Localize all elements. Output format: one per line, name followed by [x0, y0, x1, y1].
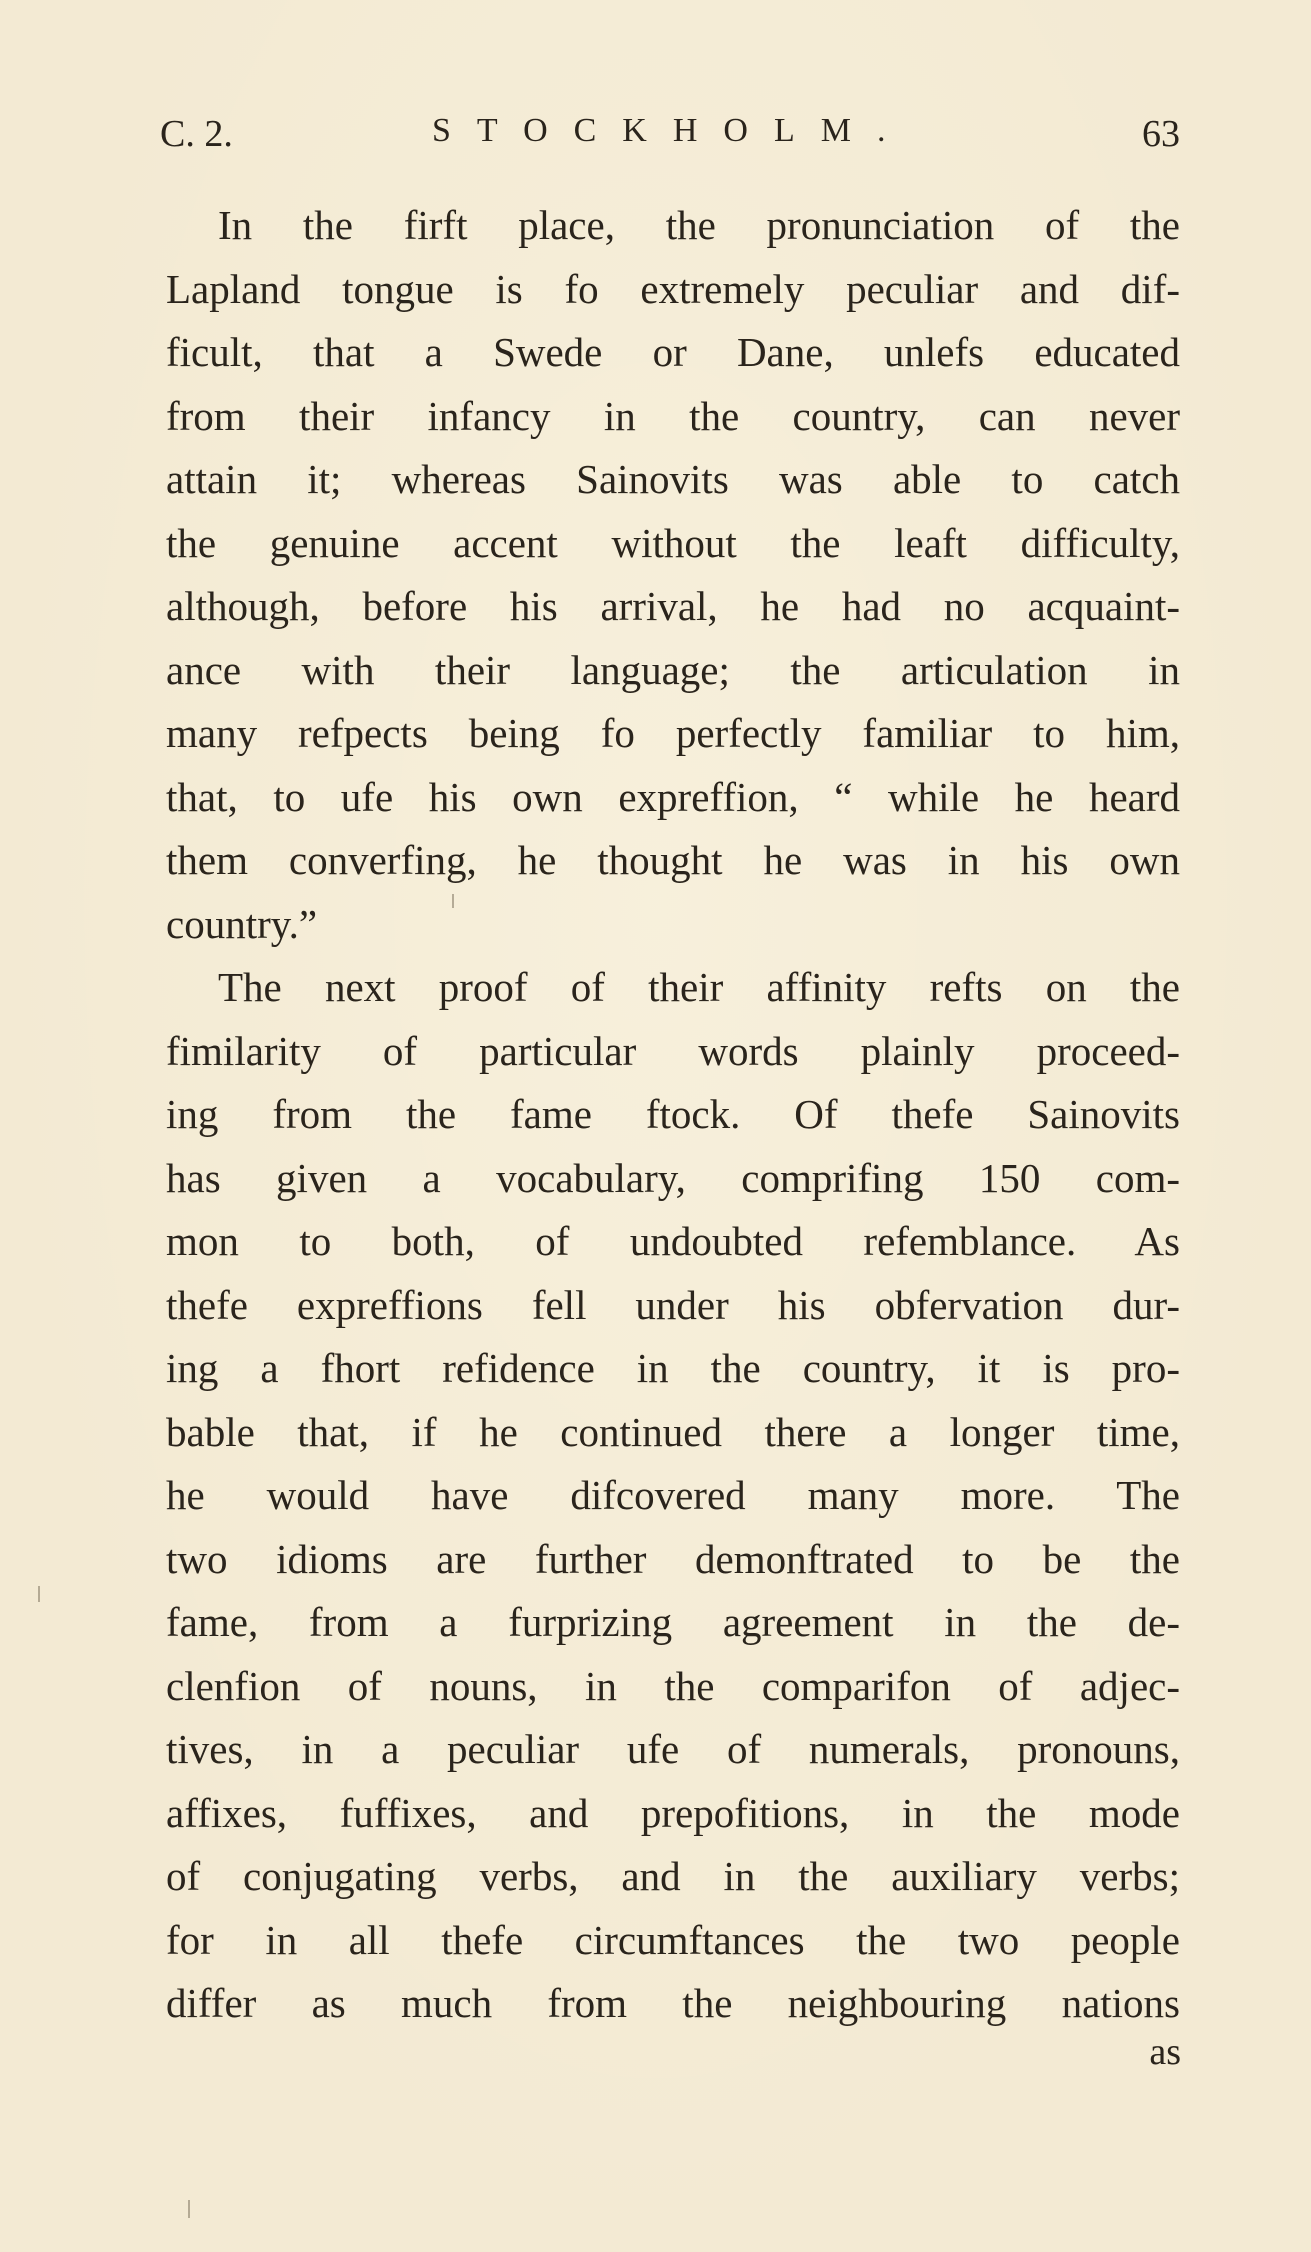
text-line: clenfion of nouns, in the comparifon of adjec-: [166, 1662, 1180, 1709]
body-text: [166, 194, 1180, 2036]
text-line: In the firft place, the pronunciation of the: [218, 202, 1180, 248]
running-header: [160, 112, 1180, 160]
text-line: ance with their language; the articulation in: [166, 646, 1180, 693]
text-line: of conjugating verbs, and in the auxiliary verbs;: [166, 1853, 1180, 1899]
text-line: ficult, that a Swede or Dane, unlefs educated: [166, 329, 1180, 375]
text-line: ing a fhort refidence in the country, it is pro-: [166, 1345, 1180, 1391]
text-line: fame, from a furprizing agreement in the de-: [166, 1599, 1180, 1645]
paper-speck: [188, 2200, 190, 2218]
text-line: bable that, if he continued there a longer time,: [166, 1408, 1180, 1455]
chapter-marker: C. 2.: [160, 113, 233, 155]
text-line: Lapland tongue is fo extremely peculiar and dif-: [166, 265, 1180, 312]
text-line: the genuine accent without the leaft difficulty,: [166, 519, 1180, 566]
text-line: mon to both, of undoubted refemblance. As: [166, 1218, 1180, 1264]
page-number: 63: [1142, 113, 1180, 155]
text-line: thefe expreffions fell under his obfervation dur-: [166, 1281, 1180, 1328]
running-title: STOCKHOLM.: [432, 112, 912, 149]
text-line: country.”: [166, 900, 318, 947]
text-line: tives, in a peculiar ufe of numerals, pronouns,: [166, 1726, 1180, 1772]
text-line: although, before his arrival, he had no acquaint-: [166, 583, 1180, 629]
text-line: differ as much from the neighbouring nations: [166, 1980, 1180, 2026]
text-line: affixes, fuffixes, and prepofitions, in the mode: [166, 1789, 1180, 1836]
text-line: he would have difcovered many more. The: [166, 1472, 1180, 1518]
text-line: them converfing, he thought he was in his own: [166, 837, 1180, 883]
text-line: attain it; whereas Sainovits was able to catch: [166, 456, 1180, 502]
text-line: from their infancy in the country, can never: [166, 392, 1180, 439]
paper-speck: [38, 1586, 40, 1602]
paper-speck: [452, 894, 454, 908]
text-line: many refpects being fo perfectly familiar to him,: [166, 710, 1180, 756]
text-line: The next proof of their affinity refts on the: [218, 964, 1180, 1010]
catchword: as: [1149, 2031, 1181, 2073]
text-line: that, to ufe his own expreffion, “ while he heard: [166, 773, 1180, 820]
text-line: has given a vocabulary, comprifing 150 com-: [166, 1154, 1180, 1201]
text-line: two idioms are further demonftrated to be the: [166, 1535, 1180, 1582]
text-line: for in all thefe circumftances the two people: [166, 1916, 1180, 1963]
text-line: fimilarity of particular words plainly proceed-: [166, 1027, 1180, 1074]
text-line: ing from the fame ftock. Of thefe Sainovits: [166, 1091, 1180, 1137]
